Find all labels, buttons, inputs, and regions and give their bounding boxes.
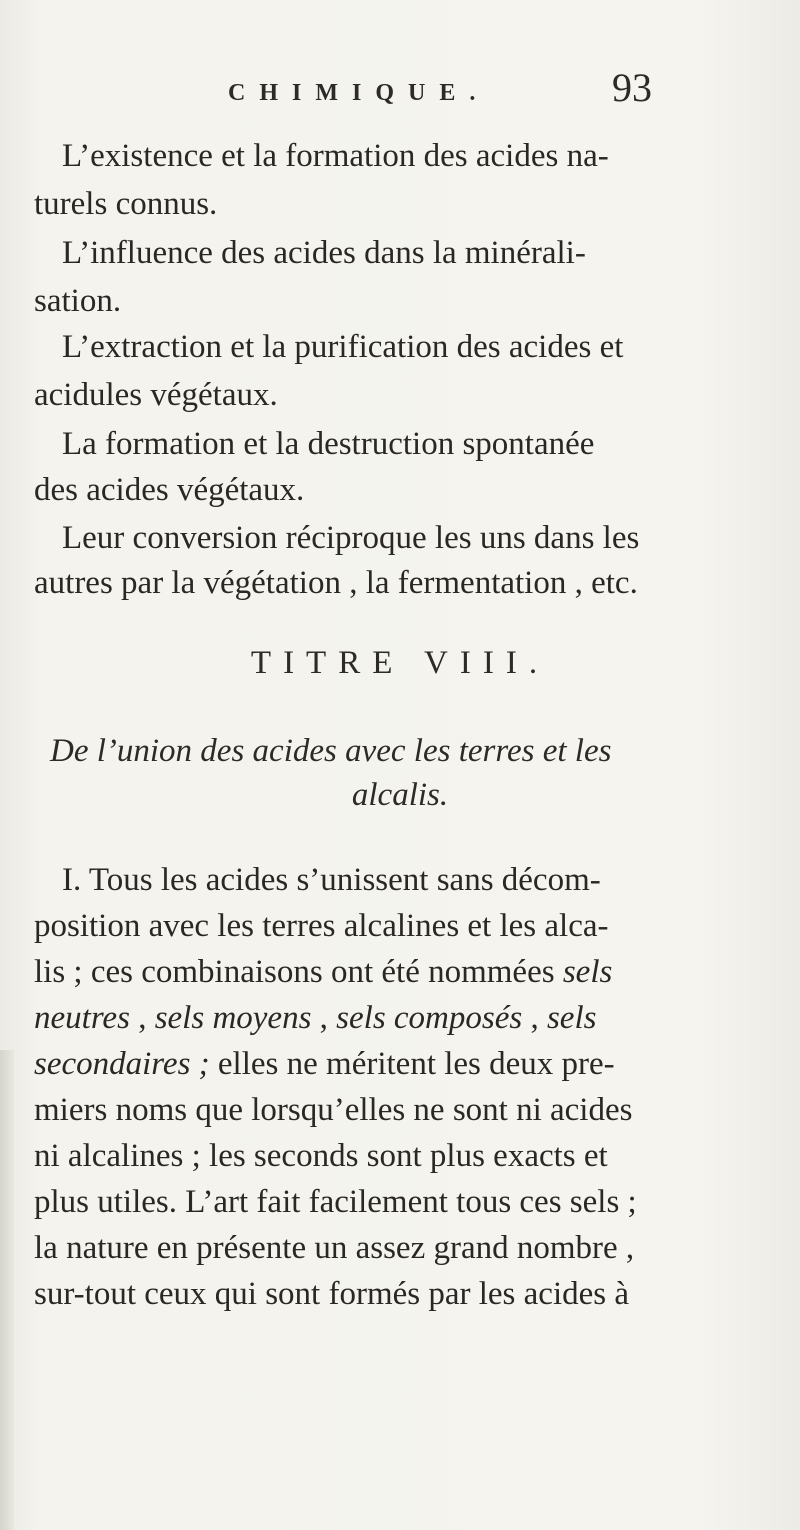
- list-item-2-line-2: sation.: [34, 283, 122, 319]
- term-sels-composes: sels composés: [336, 1000, 523, 1036]
- paragraph-line-4: [34, 998, 596, 1038]
- list-item-2-line-1: L’influence des acides dans la minérali-: [62, 235, 586, 271]
- page-number: 93: [612, 65, 652, 110]
- paragraph-line-2: position avec les terres alcalines et les alca-: [34, 908, 609, 944]
- term-secondaires: secondaires ;: [34, 1046, 210, 1082]
- list-item-1-line-1: L’existence et la formation des acides na-: [62, 138, 609, 174]
- term-sels: sels: [562, 954, 613, 990]
- list-item-5-line-2: autres par la végétation , la fermentation , etc.: [34, 565, 638, 601]
- paragraph-line-5-text: elles ne méritent les deux pre-: [209, 1046, 615, 1082]
- term-sels-2: sels: [546, 1000, 597, 1036]
- term-sels-moyens: sels moyens: [154, 1000, 312, 1036]
- section-subtitle-line-2: alcalis.: [351, 777, 449, 813]
- paragraph-line-3-text: lis ; ces combinaisons ont été nommées: [34, 954, 563, 990]
- list-item-1-line-2: turels connus.: [34, 186, 218, 222]
- separator-2: ,: [311, 1000, 337, 1036]
- page-binding-shadow: [0, 1050, 14, 1530]
- list-item-4-line-2: des acides végétaux.: [34, 472, 305, 508]
- list-item-5-line-1: Leur conversion réciproque les uns dans les: [62, 520, 640, 556]
- page-header: [0, 65, 800, 124]
- paragraph-line-9: la nature en présente un assez grand nombre ,: [34, 1230, 635, 1266]
- list-item-4-line-1: La formation et la destruction spontanée: [62, 426, 595, 462]
- separator-3: ,: [522, 1000, 547, 1036]
- separator-1: ,: [129, 1000, 155, 1036]
- section-title: TITRE VIII.: [250, 645, 550, 681]
- list-item-3-line-1: L’extraction et la purification des acides et: [62, 329, 624, 365]
- paragraph-line-1: I. Tous les acides s’unissent sans décom-: [62, 862, 601, 898]
- section-subtitle-line-1: De l’union des acides avec les terres et les: [50, 733, 612, 769]
- running-head: CHIMIQUE.: [228, 80, 490, 106]
- paragraph-line-10: sur-tout ceux qui sont formés par les acides à: [34, 1276, 629, 1312]
- paragraph-line-6: miers noms que lorsqu’elles ne sont ni acides: [34, 1092, 633, 1128]
- paragraph-line-3: [34, 952, 612, 992]
- list-item-3-line-2: acidules végétaux.: [34, 377, 278, 413]
- paragraph-line-7: ni alcalines ; les seconds sont plus exacts et: [34, 1138, 608, 1174]
- term-neutres: neutres: [34, 1000, 130, 1036]
- paragraph-line-8: plus utiles. L’art fait facilement tous ces sels ;: [34, 1184, 637, 1220]
- paragraph-line-5: [34, 1044, 615, 1084]
